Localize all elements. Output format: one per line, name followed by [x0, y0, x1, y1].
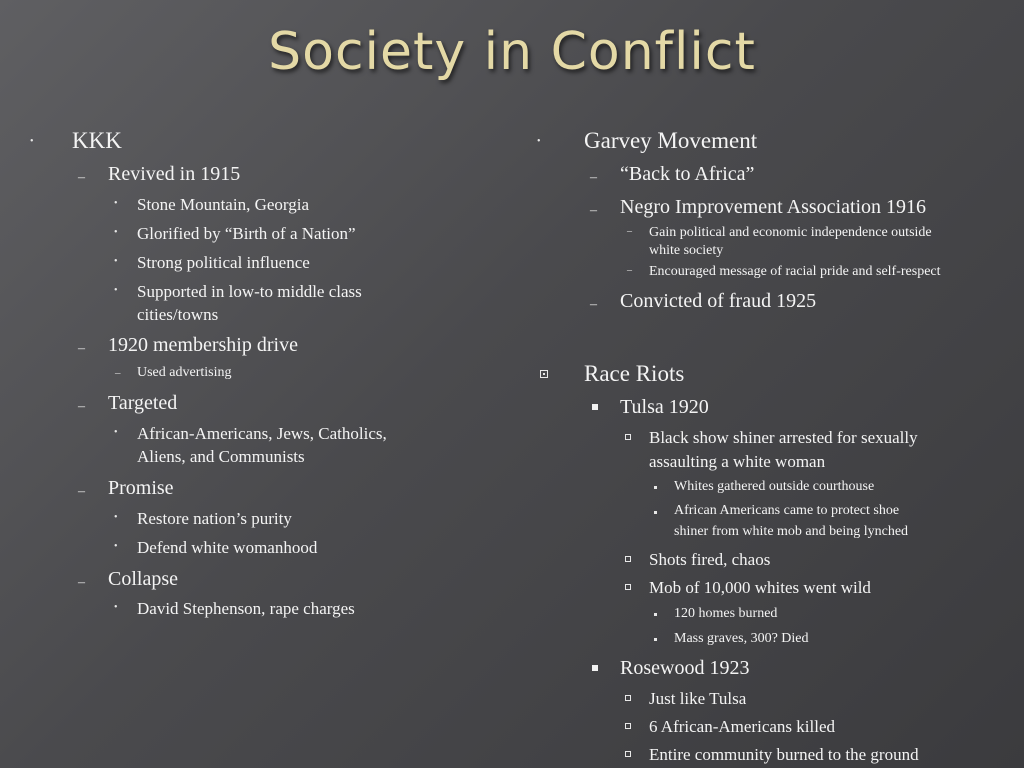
gathered-text: Whites gathered outside courthouse: [674, 479, 875, 494]
influence-text: Strong political influence: [137, 253, 310, 272]
dash-bullet: –: [627, 265, 632, 276]
race-riots-heading: Race Riots: [584, 361, 685, 386]
shiner-text-line2: assaulting a white woman: [649, 452, 826, 471]
bullet-dot: •: [114, 602, 118, 613]
negro-association-text: Negro Improvement Association 1916: [620, 196, 927, 218]
homes-text: 120 homes burned: [674, 606, 778, 621]
stephenson-text: David Stephenson, rape charges: [137, 599, 355, 618]
glorified-text: Glorified by “Birth of a Nation”: [137, 224, 356, 243]
kkk-heading: KKK: [72, 128, 122, 153]
collapse-text: Collapse: [108, 568, 178, 590]
box-bullet-icon: [540, 370, 548, 378]
dash-bullet: –: [78, 170, 85, 185]
bullet-dot: •: [114, 198, 118, 209]
supported-text-line2: cities/towns: [137, 305, 219, 324]
tiny-bullet-icon: [654, 511, 657, 514]
gain-text-line1: Gain political and economic independence outside: [649, 225, 932, 240]
graves-text: Mass graves, 300? Died: [674, 631, 809, 646]
bullet-dot: •: [114, 227, 118, 238]
dash-bullet: –: [115, 367, 121, 379]
advertising-text: Used advertising: [137, 365, 232, 380]
bullet-dot: •: [114, 427, 118, 438]
hollow-square-bullet-icon: [625, 584, 631, 590]
tiny-bullet-icon: [654, 638, 657, 641]
supported-text-line1: Supported in low-to middle class: [137, 282, 362, 301]
bullet-dot: •: [30, 136, 34, 147]
restore-text: Restore nation’s purity: [137, 509, 292, 528]
bullet-dot: •: [114, 512, 118, 523]
dash-bullet: –: [590, 297, 597, 312]
dash-bullet: –: [590, 203, 597, 218]
shots-text: Shots fired, chaos: [649, 550, 771, 569]
came-text-line2: shiner from white mob and being lynched: [674, 524, 909, 539]
encouraged-text: Encouraged message of racial pride and self-respect: [649, 264, 941, 279]
burned-text: Entire community burned to the ground: [649, 745, 919, 764]
groups-text-line2: Aliens, and Communists: [137, 447, 305, 466]
tulsa-text: Tulsa 1920: [620, 396, 709, 418]
hollow-square-bullet-icon: [625, 695, 631, 701]
promise-text: Promise: [108, 477, 174, 499]
bullet-dot: •: [114, 541, 118, 552]
bullet-dot: •: [114, 256, 118, 267]
like-tulsa-text: Just like Tulsa: [649, 689, 747, 708]
killed-text: 6 African-Americans killed: [649, 717, 835, 736]
tiny-bullet-icon: [654, 486, 657, 489]
rosewood-text: Rosewood 1923: [620, 657, 750, 679]
dash-bullet: –: [78, 341, 85, 356]
slide-title: Society in Conflict: [268, 22, 756, 82]
gain-text-line2: white society: [649, 243, 724, 258]
bullet-dot: •: [537, 136, 541, 147]
dash-bullet: –: [627, 226, 632, 237]
convicted-text: Convicted of fraud 1925: [620, 290, 817, 312]
dash-bullet: –: [78, 575, 85, 590]
mob-text: Mob of 10,000 whites went wild: [649, 578, 871, 597]
square-bullet-icon: [592, 404, 598, 410]
tiny-bullet-icon: [654, 613, 657, 616]
stone-mountain-text: Stone Mountain, Georgia: [137, 195, 310, 214]
dash-bullet: –: [590, 170, 597, 185]
hollow-square-bullet-icon: [625, 751, 631, 757]
targeted-text: Targeted: [108, 392, 178, 414]
garvey-heading: Garvey Movement: [584, 128, 758, 153]
dash-bullet: –: [78, 484, 85, 499]
dash-bullet: –: [78, 399, 85, 414]
drive-text: 1920 membership drive: [108, 334, 298, 356]
came-text-line1: African Americans came to protect shoe: [674, 503, 900, 518]
revived-text: Revived in 1915: [108, 163, 241, 185]
shiner-text-line1: Black show shiner arrested for sexually: [649, 428, 918, 447]
square-bullet-icon: [592, 665, 598, 671]
hollow-square-bullet-icon: [625, 556, 631, 562]
hollow-square-bullet-icon: [625, 434, 631, 440]
defend-text: Defend white womanhood: [137, 538, 318, 557]
bullet-dot: •: [114, 285, 118, 296]
hollow-square-bullet-icon: [625, 723, 631, 729]
back-to-africa-text: “Back to Africa”: [620, 163, 755, 185]
groups-text-line1: African-Americans, Jews, Catholics,: [137, 424, 387, 443]
